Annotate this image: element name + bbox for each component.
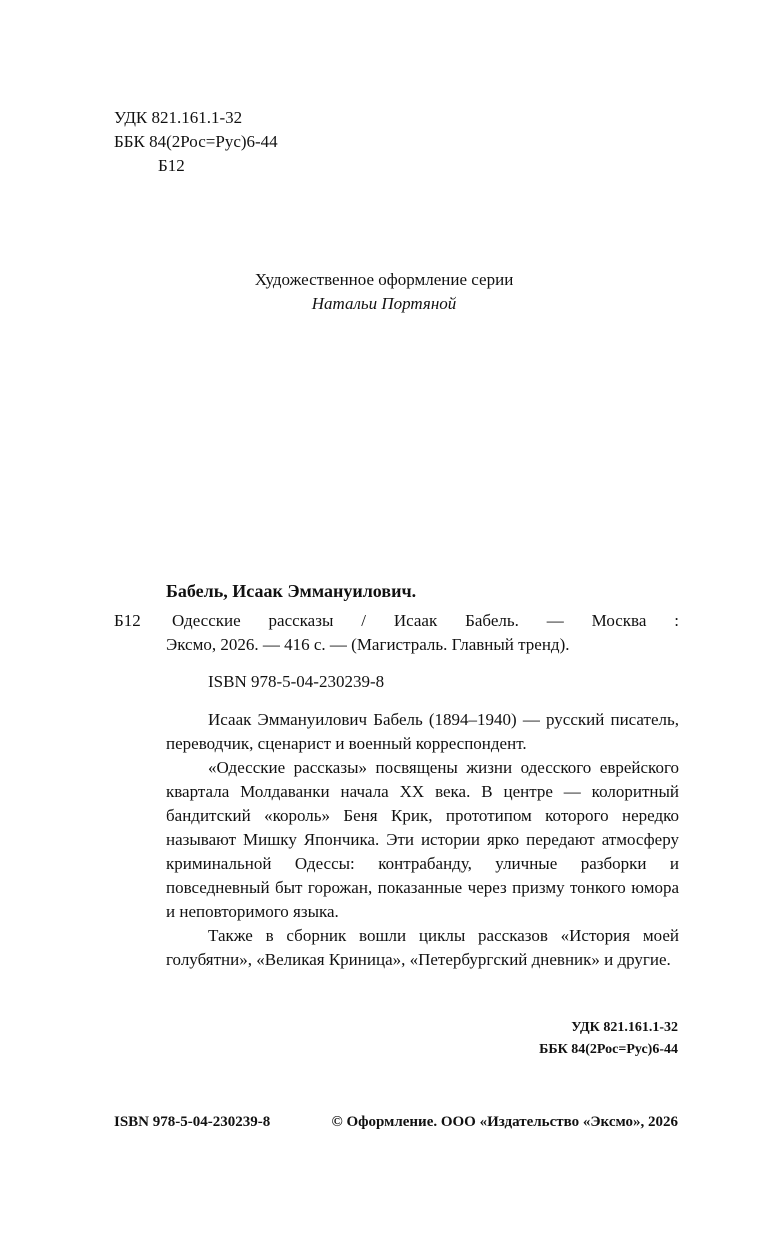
bibliographic-description bbox=[166, 609, 679, 657]
author-heading: Бабель, Исаак Эммануилович. bbox=[166, 581, 417, 601]
series-design-label: Художественное оформление серии bbox=[254, 270, 514, 289]
annotation-paragraph-1: Исаак Эммануилович Бабель (1894–1940) — русский писатель, переводчик, сценарист и военный корреспондент. bbox=[166, 710, 679, 753]
biblio-line-2: Эксмо, 2026. — 416 с. — (Магистраль. Главный тренд). bbox=[166, 635, 570, 654]
annotation-paragraph-3: Также в сборник вошли циклы рассказов «История моей голубятни», «Великая Криница», «Петербургский дневник» и другие. bbox=[166, 926, 679, 969]
author-sign: Б12 bbox=[158, 156, 185, 175]
series-designer-name: Натальи Портяной bbox=[311, 294, 457, 313]
bbk-code: ББК 84(2Рос=Рус)6-44 bbox=[114, 132, 278, 151]
copyright-notice: © Оформление. ООО «Издательство «Эксмо», 2026 bbox=[331, 1114, 678, 1130]
bottom-isbn: ISBN 978-5-04-230239-8 bbox=[114, 1114, 271, 1130]
biblio-line-1: Одесские рассказы / Исаак Бабель. — Москва : bbox=[172, 611, 679, 630]
annotation-paragraph-2: «Одесские рассказы» посвящены жизни одесского еврейского квартала Молдаванки начала XX века. В центре — колоритный бандитский «король» Беня Крик, прототипом которого нередко называют Мишку Япончика. Эти истории ярко передают атмосферу криминальной Одессы: контрабанду, уличные разборки и повседневный быт горожан, показанные через призму тонкого юмора и неповторимого языка. bbox=[166, 758, 679, 921]
entry-author-sign: Б12 bbox=[114, 611, 141, 630]
bottom-bbk-code: ББК 84(2Рос=Рус)6-44 bbox=[539, 1042, 678, 1057]
annotation bbox=[166, 708, 679, 972]
bottom-udk-code: УДК 821.161.1-32 bbox=[571, 1020, 678, 1035]
udk-code: УДК 821.161.1-32 bbox=[114, 108, 243, 127]
entry-isbn: ISBN 978-5-04-230239-8 bbox=[208, 672, 385, 691]
